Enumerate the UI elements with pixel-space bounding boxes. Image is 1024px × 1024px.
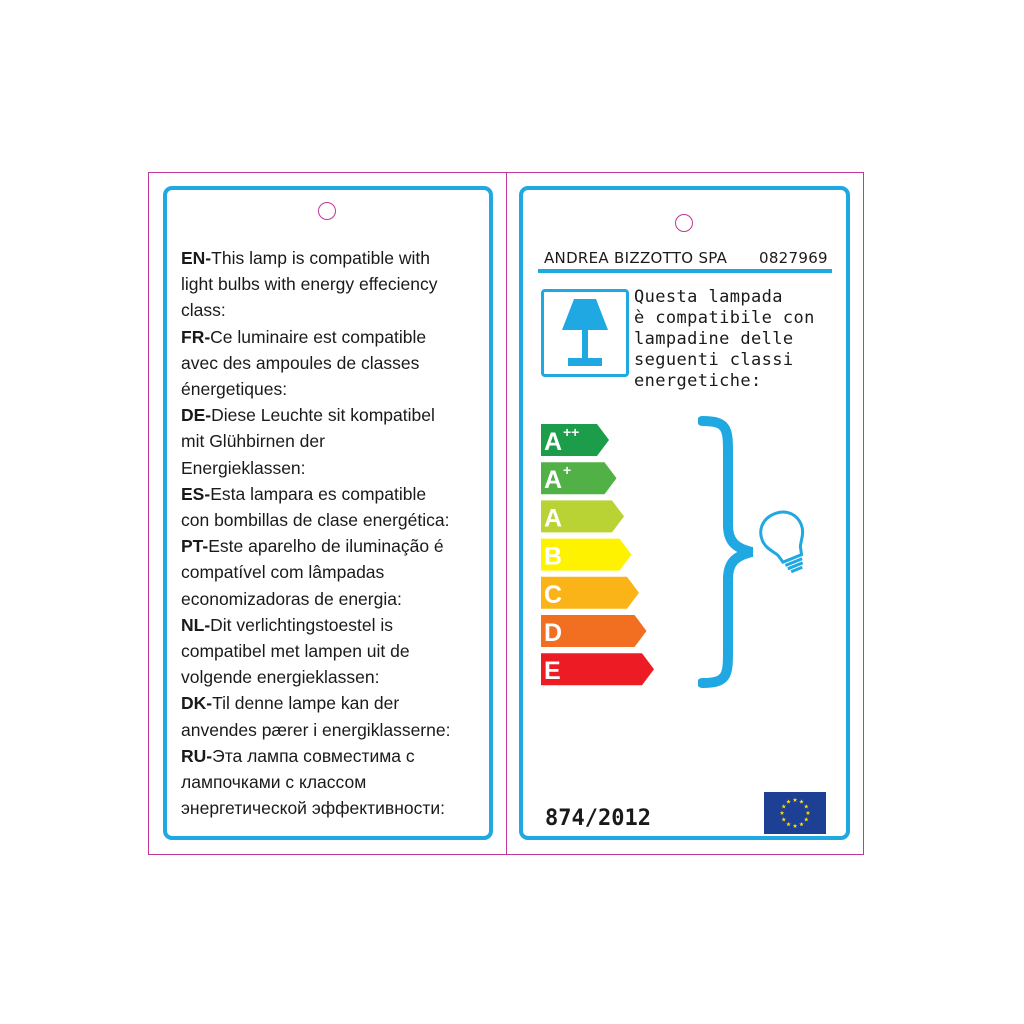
hang-hole-icon [318,202,336,220]
energy-class-scale [541,424,671,694]
language-text: con bombillas de clase energética: [181,510,450,531]
language-entry [181,533,486,612]
italian-compatibility-text [634,287,815,392]
language-text: энергетической эффективности: [181,798,446,819]
lamp-text-line: Questa lampada [634,287,783,307]
hang-hole-icon [675,214,693,232]
brand-name: ANDREA BIZZOTTO SPA [544,249,728,267]
language-text: Este aparelho de iluminação é [208,536,444,557]
language-code: EN- [181,248,212,268]
language-text: compatibel met lampen uit de [181,641,410,662]
language-entry-line [181,507,486,533]
language-text: economizadoras de energia: [181,588,402,609]
language-text: mit Glühbirnen der [181,431,325,452]
curly-brace-icon [698,415,758,690]
language-entry-line [181,638,486,664]
language-text: Dit verlichtingstoestel is [210,614,394,635]
language-entry-line [181,402,486,428]
energy-class-arrow [541,500,624,532]
language-code: PT- [181,536,209,557]
energy-class-arrow [541,615,647,647]
language-entry [181,690,486,742]
language-text: class: [181,300,226,321]
language-code: ES- [181,483,211,504]
language-text: Energieklassen: [181,457,306,478]
language-entry-line [181,324,486,350]
language-text: volgende energieklassen: [181,667,380,688]
energy-class-letter: E [544,657,561,686]
energy-class-arrow [541,424,609,456]
language-code: NL- [181,614,211,635]
language-entry-line [181,376,486,402]
eu-flag-icon [764,792,826,834]
language-code: DK- [181,693,213,714]
lamp-text-line: lampadine delle [634,329,794,349]
lamp-text-line: è compatibile con [634,308,815,328]
language-entry-line [181,245,486,271]
energy-class-letter: A [544,428,563,456]
language-entry-line [181,559,486,585]
language-entry-line [181,481,486,507]
energy-class-arrow [541,539,632,571]
regulation-number: 874/2012 [545,806,651,831]
language-text: Эта лампа совместима с [212,745,415,766]
lamp-text-line: seguenti classi [634,350,794,370]
brand-underline [538,269,832,273]
language-entry-line [181,533,486,559]
language-text: лампочками с классом [181,772,367,793]
multilingual-compatibility-text [181,245,486,821]
language-entry [181,245,486,324]
language-text: Esta lampara es compatible [210,483,427,504]
language-code: RU- [181,745,213,766]
language-entry-line [181,271,486,297]
energy-class-superscript: ++ [563,424,580,440]
language-entry-line [181,297,486,323]
energy-class-arrow [541,462,617,494]
language-entry-line [181,586,486,612]
language-code: DE- [181,405,212,426]
language-text: Ce luminaire est compatible [210,326,427,347]
language-text: Til denne lampe kan der [212,693,400,714]
energy-class-arrow [541,577,639,609]
energy-class-arrow [541,653,654,685]
language-entry [181,481,486,533]
table-lamp-icon [541,289,629,377]
energy-class-letter: C [544,580,563,609]
language-text: énergetiques: [181,379,288,400]
language-entry [181,743,486,822]
article-code: 0827969 [759,249,828,267]
language-entry [181,402,486,481]
language-entry-line [181,717,486,743]
language-text: avec des ampoules de classes [181,352,420,373]
energy-class-letter: A [544,466,563,495]
language-entry [181,324,486,403]
language-entry-line [181,769,486,795]
energy-class-letter: A [544,504,563,533]
language-text: anvendes pærer i energiklasserne: [181,719,451,740]
language-entry-line [181,612,486,638]
language-entry [181,612,486,691]
lamp-text-line: energetiche: [634,371,762,391]
language-code: FR- [181,326,211,347]
fold-line [506,172,507,855]
language-text: This lamp is compatible with [211,248,430,268]
energy-class-superscript: + [563,462,572,479]
language-text: light bulbs with energy effeciency [181,274,438,295]
language-entry-line [181,428,486,454]
energy-class-letter: B [544,542,563,571]
energy-class-letter: D [544,619,563,647]
language-entry-line [181,350,486,376]
language-entry-line [181,690,486,716]
language-entry-line [181,743,486,769]
language-entry-line [181,455,486,481]
language-text: Diese Leuchte sit kompatibel [211,405,435,426]
language-entry-line [181,795,486,821]
language-entry-line [181,664,486,690]
light-bulb-icon [758,508,810,578]
language-text: compatível com lâmpadas [181,562,385,583]
